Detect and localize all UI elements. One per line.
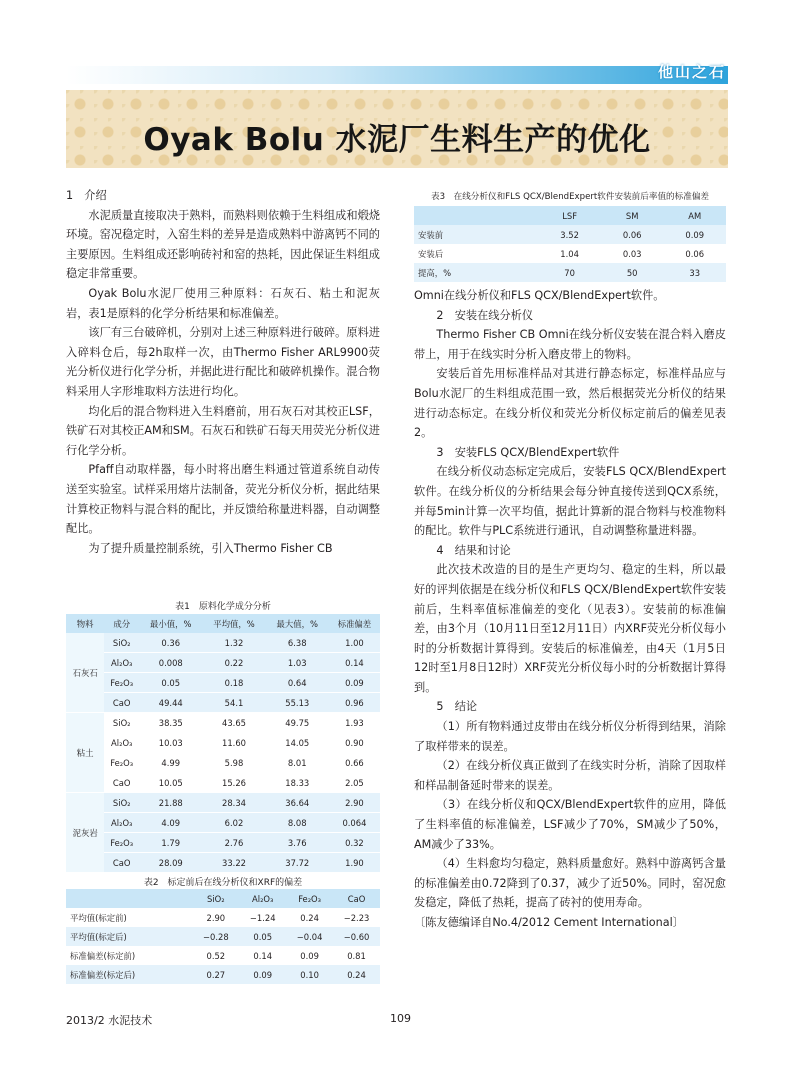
- table1-cell: 2.90: [329, 793, 380, 813]
- table2-cell: 0.24: [333, 965, 380, 984]
- table1-cell: 54.1: [202, 693, 265, 713]
- table1-cell: 33.22: [202, 853, 265, 873]
- table3-cell: 0.06: [663, 244, 726, 263]
- table1-cell: Al₂O₃: [104, 813, 139, 833]
- table1-cell: 1.03: [266, 653, 329, 673]
- table3-cell: 提高，%: [414, 263, 538, 282]
- paragraph: 3 安装FLS QCX/BlendExpert软件: [436, 445, 620, 459]
- table1-cell: 0.96: [329, 693, 380, 713]
- paragraph: 此次技术改造的目的是生产更均匀、稳定的生料，所以最好的评判依据是在线分析仪和FLS QCX/BlendExpert软件安装前后，生料率值标准偏差的变化（见表3）。安装前的标准偏差，由3个月（10月11日至12月11日）内XRF荧光分析仪每小时的分析数据计算得到。安装后的标准偏差，由4天（1月5日12时至1月8日12时）XRF荧光分析仪每小时的分析数据计算得到。: [414, 563, 726, 694]
- table1-row: [66, 713, 380, 733]
- table3: [414, 206, 726, 282]
- table3-cell: 50: [601, 263, 664, 282]
- table1-cell: Al₂O₃: [104, 653, 139, 673]
- table1-cell: 43.65: [202, 713, 265, 733]
- table2-cell: 2.90: [192, 908, 239, 927]
- table1-cell: 2.76: [202, 833, 265, 853]
- table2: [66, 889, 380, 984]
- table1-cell: 8.08: [266, 813, 329, 833]
- table3-cell: 安装前: [414, 225, 538, 244]
- paragraph: 为了提升质量控制系统，引入Thermo Fisher CB: [88, 541, 333, 555]
- table2-cell: 0.09: [239, 965, 286, 984]
- table1-cell: 0.22: [202, 653, 265, 673]
- right-column: [414, 286, 726, 933]
- table1-row: [66, 853, 380, 873]
- table1-row: [66, 633, 380, 653]
- table3-cell: 0.03: [601, 244, 664, 263]
- table1-cell: 49.75: [266, 713, 329, 733]
- table1-cell: 3.76: [266, 833, 329, 853]
- table3-cell: 3.52: [538, 225, 601, 244]
- table1-cell: 1.93: [329, 713, 380, 733]
- table1-cell: 4.09: [139, 813, 202, 833]
- table1-cell: CaO: [104, 773, 139, 793]
- paragraph: Omni在线分析仪和FLS QCX/BlendExpert软件。: [414, 289, 665, 302]
- table2-cell: 标准偏差(标定前): [66, 946, 192, 965]
- table1-cell: 38.35: [139, 713, 202, 733]
- table3-header-row: [414, 206, 726, 225]
- paragraph: 均化后的混合物料进入生料磨前，用石灰石对其校正LSF，铁矿石对其校正AM和SM。石灰石和铁矿石每天用荧光分析仪进行化学分析。: [66, 404, 380, 457]
- table2-cell: 0.24: [286, 908, 333, 927]
- table1-cell: 8.01: [266, 753, 329, 773]
- paragraph: （3）在线分析仪和QCX/BlendExpert软件的应用，降低了生料率值的标准偏差，LSF减少了70%，SM减少了50%，AM减少了33%。: [414, 798, 726, 851]
- table1-cell: 6.38: [266, 633, 329, 653]
- table1-header-cell: 成分: [113, 618, 131, 629]
- table1-cell: 15.26: [202, 773, 265, 793]
- paragraph: 在线分析仪动态标定完成后，安装FLS QCX/BlendExpert软件。在线分析仪的分析结果会每分钟直接传送到QCX系统，并每5min计算一次平均值，据此计算新的混合物料与校准物料的配比。软件与PLC系统进行通讯，自动调整称量进料器。: [414, 465, 726, 538]
- table1-cell: 5.98: [202, 753, 265, 773]
- table1-row: [66, 773, 380, 793]
- table1-cell: Al₂O₃: [104, 733, 139, 753]
- table2-cell: 0.05: [239, 927, 286, 946]
- table3-cell: 安装后: [414, 244, 538, 263]
- table1-cell: 1.32: [202, 633, 265, 653]
- table2-cell: −0.04: [286, 927, 333, 946]
- table1-cell: 0.18: [202, 673, 265, 693]
- table1-cell: 0.064: [329, 813, 380, 833]
- table3-cell: 33: [663, 263, 726, 282]
- table3-header-cell: [414, 206, 538, 225]
- table1-row: [66, 653, 380, 673]
- table3-row: [414, 225, 726, 244]
- table1-header-cell: 最大值，%: [276, 618, 318, 629]
- page-number: 109: [390, 1012, 411, 1025]
- table2-cell: 平均值(标定前): [66, 908, 192, 927]
- paragraph: （4）生料愈均匀稳定，熟料质量愈好。熟料中游离钙含量的标准偏差由0.72降到了0.37，减少了近50%。同时，窑况愈发稳定，降低了热耗，提高了砖衬的使用寿命。: [414, 857, 726, 910]
- table1-cell: 0.64: [266, 673, 329, 693]
- paragraph: 4 结果和讨论: [436, 543, 511, 557]
- table2-cell: 0.10: [286, 965, 333, 984]
- table2-header-cell: Al₂O₃: [252, 893, 274, 904]
- table1-row: [66, 753, 380, 773]
- table1-row: [66, 693, 380, 713]
- table1-row: [66, 793, 380, 813]
- paragraph: （2）在线分析仪真正做到了在线实时分析，消除了因取样和样品制备延时带来的误差。: [414, 759, 726, 792]
- left-column: [66, 186, 380, 558]
- table3-cell: 1.04: [538, 244, 601, 263]
- table1-cell: 37.72: [266, 853, 329, 873]
- table1-cell: 4.99: [139, 753, 202, 773]
- table1-cell: SiO₂: [104, 713, 139, 733]
- table1-cell: Fe₂O₃: [104, 833, 139, 853]
- table1-cell: 49.44: [139, 693, 202, 713]
- table2-cell: 0.52: [192, 946, 239, 965]
- table2-row: [66, 908, 380, 927]
- table1-cell: 28.09: [139, 853, 202, 873]
- table1-cell: 1.90: [329, 853, 380, 873]
- table2-cell: −2.23: [333, 908, 380, 927]
- table1-cell: 0.66: [329, 753, 380, 773]
- table1-row: [66, 733, 380, 753]
- table1-cell: 0.32: [329, 833, 380, 853]
- table1-cell: 0.05: [139, 673, 202, 693]
- table1-material: 泥灰岩: [66, 793, 104, 873]
- table1-cell: 2.05: [329, 773, 380, 793]
- table1-row: [66, 673, 380, 693]
- table1-cell: 11.60: [202, 733, 265, 753]
- table1-cell: 14.05: [266, 733, 329, 753]
- paragraph: 5 结论: [436, 700, 478, 714]
- table3-cell: 70: [538, 263, 601, 282]
- table1-cell: 1.79: [139, 833, 202, 853]
- paragraph: 1 介绍: [66, 189, 107, 202]
- table3-row: [414, 263, 726, 282]
- table2-cell: −0.28: [192, 927, 239, 946]
- table2-cell: 平均值(标定后): [66, 927, 192, 946]
- paragraph: Thermo Fisher CB Omni在线分析仪安装在混合料入磨皮带上，用于在线实时分析入磨皮带上的物料。: [414, 328, 726, 361]
- article-title: Oyak Bolu 水泥厂生料生产的优化: [143, 122, 651, 158]
- table1-header-cell: 标准偏差: [337, 618, 372, 629]
- table1: [66, 614, 380, 873]
- table1-material: 粘土: [66, 713, 104, 793]
- table1-cell: CaO: [104, 693, 139, 713]
- table1-cell: 0.90: [329, 733, 380, 753]
- paragraph: 水泥质量直接取决于熟料，而熟料则依赖于生料组成和煅烧环境。窑况稳定时，入窑生料的差异是造成熟料中游离钙不同的主要原因。生料组成还影响砖衬和窑的热耗，因此保证生料组成稳定非常重要。: [66, 208, 380, 281]
- table3-caption: 表3 在线分析仪和FLS QCX/BlendExpert软件安装前后率值的标准偏差: [430, 192, 710, 202]
- table1-cell: 6.02: [202, 813, 265, 833]
- table1-cell: Fe₂O₃: [104, 673, 139, 693]
- table2-body: [66, 908, 380, 984]
- table1-cell: 18.33: [266, 773, 329, 793]
- table2-row: [66, 965, 380, 984]
- table2-cell: −1.24: [239, 908, 286, 927]
- table1-cell: 28.34: [202, 793, 265, 813]
- paragraph: 2 安装在线分析仪: [436, 308, 534, 322]
- table1-cell: 10.03: [139, 733, 202, 753]
- table1-header-cell: 最小值，%: [150, 618, 192, 629]
- table2-caption: 表2 标定前后在线分析仪和XRF的偏差: [143, 878, 303, 888]
- paragraph: 安装后首先用标准样品对其进行静态标定，标准样品应与Bolu水泥厂的生料组成范围一致，然后根据荧光分析仪的结果进行动态标定。在线分析仪和荧光分析仪标定前后的偏差见表2。: [414, 367, 726, 440]
- table1-row: [66, 833, 380, 853]
- header-band: [66, 66, 728, 84]
- table1-cell: SiO₂: [104, 793, 139, 813]
- table1-material: 石灰石: [66, 633, 104, 713]
- table1-body: [66, 633, 380, 873]
- table1-cell: 10.05: [139, 773, 202, 793]
- table2-header-row: [66, 889, 380, 908]
- table2-cell: 标准偏差(标定后): [66, 965, 192, 984]
- table2-header-cell: Fe₂O₃: [298, 893, 322, 904]
- table1-cell: 0.36: [139, 633, 202, 653]
- table3-cell: 0.09: [663, 225, 726, 244]
- table2-row: [66, 927, 380, 946]
- table1-cell: 21.88: [139, 793, 202, 813]
- table1-row: [66, 813, 380, 833]
- table1-cell: 0.09: [329, 673, 380, 693]
- table1-cell: 36.64: [266, 793, 329, 813]
- table1-header-cell: 平均值，%: [213, 618, 255, 629]
- paragraph: Pfaff自动取样器，每小时将出磨生料通过管道系统自动传送至实验室。试样采用熔片法制备，荧光分析仪分析，据此结果计算校正物料与混合料的配比，并反馈给称量进料器，自动调整配比。: [66, 463, 380, 536]
- table1-cell: SiO₂: [104, 633, 139, 653]
- table1-caption: 表1 原料化学成分分析: [175, 602, 271, 612]
- table1-cell: 0.008: [139, 653, 202, 673]
- table3-cell: 0.06: [601, 225, 664, 244]
- table3-header-cell: LSF: [562, 210, 578, 221]
- table2-header-cell: CaO: [347, 893, 366, 904]
- table3-body: [414, 225, 726, 282]
- paragraph: 该厂有三台破碎机，分别对上述三种原料进行破碎。原料进入碎料仓后，每2h取样一次，由Thermo Fisher ARL9900荧光分析仪进行化学分析，并据此进行配比和破碎机操作。混合物料采用人字形堆取料方法进行均化。: [66, 326, 380, 398]
- table1-cell: 0.14: [329, 653, 380, 673]
- table3-header-cell: AM: [688, 210, 702, 221]
- paragraph: Oyak Bolu水泥厂使用三种原料：石灰石、粘土和泥灰岩，表1是原料的化学分析结果和标准偏差。: [66, 286, 380, 320]
- table1-cell: CaO: [104, 853, 139, 873]
- table2-header-cell: SiO₂: [207, 893, 225, 904]
- table3-row: [414, 244, 726, 263]
- table2-cell: −0.60: [333, 927, 380, 946]
- table1-cell: Fe₂O₃: [104, 753, 139, 773]
- attribution: 〔陈友德编译自No.4/2012 Cement International〕: [414, 916, 684, 929]
- table3-header-cell: SM: [625, 210, 639, 221]
- paragraph: （1）所有物料通过皮带由在线分析仪分析得到结果，消除了取样带来的误差。: [414, 720, 726, 753]
- table2-header-cell: [66, 889, 192, 908]
- table1-header-row: [66, 614, 380, 633]
- footer-issue: 2013/2 水泥技术: [66, 1014, 153, 1027]
- table2-row: [66, 946, 380, 965]
- section-label: 他山之石: [657, 63, 726, 81]
- table2-cell: 0.14: [239, 946, 286, 965]
- table1-header-cell: 物料: [76, 618, 94, 629]
- table2-cell: 0.27: [192, 965, 239, 984]
- table1-cell: 55.13: [266, 693, 329, 713]
- table1-cell: 1.00: [329, 633, 380, 653]
- table2-cell: 0.09: [286, 946, 333, 965]
- table2-cell: 0.81: [333, 946, 380, 965]
